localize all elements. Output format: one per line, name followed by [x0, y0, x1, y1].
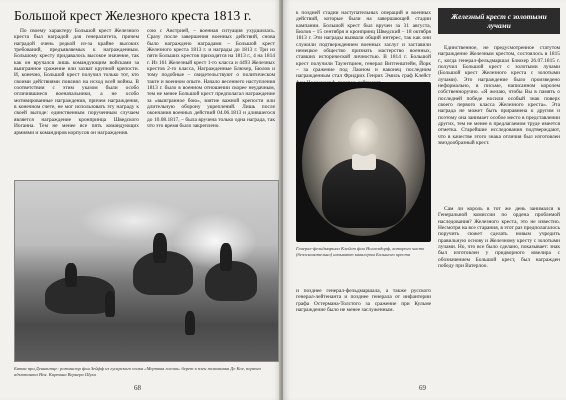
- portrait-face: [349, 118, 379, 156]
- text-column-4: [438, 206, 560, 269]
- text-column-1: [14, 28, 139, 136]
- soldier-figure: [65, 263, 77, 287]
- paragraph: Сам ли король в тот же день занимался в Генеральной комиссии по ордена проблемой наследования? Железного креста, это не известно. Несмотря на все старания, в этот раз предполагалось поручить сюжет сделать новым учредить правильную основу и Железному кресту с золотыми лучами. Но, что все было сделано, показывает: знак был изготовлен у придворного ювелира с обозначением Большой крест, был награжден победу при Ватерлоо.: [438, 206, 561, 270]
- paragraph: Единственное, не предусмотренное статутом награждение Железным крестом, состоялось в 1815 г., когда генерал-фельдмаршал Блюхер 26.07.1815 г. получил Большой крест с золотыми лучами (Большой крест Железного креста с золотыми лучами). Это награждение было произведено неформально, в письме, написанном королем собственноручно. «Я желаю, чтобы Вы в память о последней победе носили особый знак поверх своего первого класса Железного креста». Эта награда не может быть приравнена к другим и поэтому она занимает особое место в представлении других, тем не менее в предлагаемом труде имеется отметка. Старейшие исследования подтверждают, что в качестве этого знака отличия был изготовлен звездообразный крест.: [438, 45, 560, 147]
- paragraph: По своему характеру Большой крест Железного креста был наградой для генералитета, причем наградой очень редкой из-за крайне высоких требований, предъявляемых к награжденным. Большому кресту придавалось высокое значение, так как он вручался лишь командующим войсками за выигранное сражение или захват крупной крепости. И, конечно, Большой крест получил только тот, кто своими действиями повлиял на исход всей войны. В соответствии с этим указом были особо отличившиеся военачальники, а не особо мотивированные награждения, причем награждения, в конечном счете, не мог использовать эту награду к своей выгоде: единственным порученным случаем является награждение кронпринца Шведского Иоганна. Тем не менее все пять командующих армиями и командиров корпусов он награждения.: [14, 28, 139, 136]
- soldier-figure: [105, 291, 115, 317]
- portrait-caption: Генерал-фельдмаршал Клейст фон Ноллендорф, которого часто (безосновательно) называют кавалером Большого креста: [296, 246, 425, 257]
- portrait-oval: [302, 88, 425, 236]
- text-column-2: [438, 45, 560, 147]
- soldier-figure: [185, 311, 195, 335]
- battle-painting: [14, 180, 279, 362]
- rider-figure: [153, 233, 167, 263]
- paragraph: и позднее генерал-фельдмаршала, а также русского генерал-лейтенанта и позднее генерала от инфантерии графа Остермана-Толстого за сражение при Кульме награждение было не менее заслуженным.: [296, 288, 431, 314]
- general-portrait: [296, 82, 431, 242]
- paragraph: сою с Австрией, – военная ситуация ухудшилась. Сразу после завершения военных действий, снова было награждено наградами – Большой крест Железного креста 1813 г. и награды до 1813 г. Три из пяти Больших крестов приходятся на 1813 г., 4 на 1814 г. Из 161 Железный крест 1-го класса и 4493 Железных крестов 2-го класса, Награжденные Блюхер, Бюлов и тому подобные – свидетельствуют о политическом такте и военном опыте. Начало весеннего наступления 1813 г. было в военном отношении скорее неудачным, тем не менее Большой крест предполагал награждение за «выигранное бою», взятие важной крепости или длительную оборону укреплений. Лишь после окончания военных действий 04.06.1813 и длившегося до 10.08.1817, – была вручена только одна награда, так что это время было закреплено.: [147, 28, 275, 130]
- right-page: [283, 0, 566, 400]
- left-page: [0, 0, 281, 400]
- figure-caption: Битва при Деннвитце: ротмистр фон Зейфф из гусарского полка «Мертвая голова» берет в плен полковника Де Кое, первого адъютанта Нея. Картина Вернера Шуха: [14, 366, 261, 377]
- text-column-3: [296, 288, 431, 313]
- uniform-collar: [352, 154, 376, 170]
- paragraph: к поздней стадии наступательных операций и военных действий, которые были на завершающей стадии кампании. Большой крест был вручен за 31 августа, Бюлов – 15 сентября и кронпринц Шведский – 18 октября 1813 г. Эти награды вызвали общий интерес, так как они служили подтверждением военных заслуг и заставили немецкое общество признать мастерство военных, ставших исторической личностью. В 1814 г. Большой крест получили Тауэнтциен, генерал Витгенштейн, Йорк – за сражение под Лаоном и наконец последним награжденным стал Фридрих Генрих Эмиль граф Клейст: [296, 10, 431, 80]
- page-heading: Большой крест Железного креста 1813 г.: [14, 8, 252, 23]
- page-number: 68: [134, 384, 141, 392]
- text-column-2: [147, 28, 275, 130]
- section-heading: Железный крест с золотыми лучами: [438, 8, 560, 34]
- rider-figure: [220, 243, 232, 271]
- page-number: 69: [419, 384, 426, 392]
- text-column-1: [296, 10, 431, 86]
